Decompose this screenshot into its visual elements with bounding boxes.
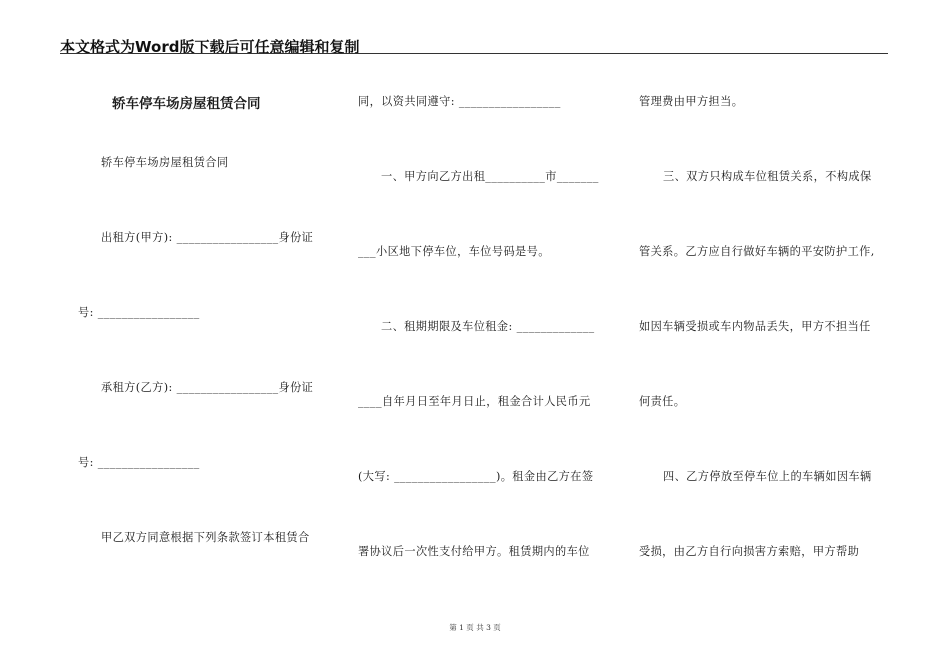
- col3-line-7: 受损，由乙方自行向损害方索赔，甲方帮助: [639, 545, 860, 558]
- col3-line-2: 三、双方只构成车位租赁关系，不构成保: [663, 170, 872, 183]
- header-divider: [60, 53, 888, 54]
- col3-line-3: 管关系。乙方应自行做好车辆的平安防护工作,: [639, 245, 875, 258]
- col2-line-4: 二、租期期限及车位租金: _____________: [381, 320, 595, 333]
- col1-line-6: 甲乙双方同意根据下列条款签订本租赁合: [101, 531, 310, 544]
- col2-line-2: 一、甲方向乙方出租__________市_______: [381, 170, 599, 183]
- document-title: 轿车停车场房屋租赁合同: [112, 96, 261, 112]
- col2-line-1: 同，以资共同遵守: _________________: [358, 95, 561, 108]
- col3-line-1: 管理费由甲方担当。: [639, 95, 744, 108]
- col2-line-7: 署协议后一次性支付给甲方。租赁期内的车位: [358, 545, 590, 558]
- col1-line-5: 号: _________________: [78, 456, 200, 469]
- col1-line-4: 承租方(乙方): _________________身份证: [101, 381, 314, 394]
- col2-line-5: ____自年月日至年月日止，租金合计人民币元: [358, 395, 591, 408]
- page-footer: 第 1 页 共 3 页: [449, 623, 501, 632]
- col3-line-6: 四、乙方停放至停车位上的车辆如因车辆: [663, 470, 872, 483]
- col2-line-6: (大写: _________________)。租金由乙方在签: [358, 470, 594, 483]
- col1-line-3: 号: _________________: [78, 306, 200, 319]
- col1-line-2: 出租方(甲方): _________________身份证: [101, 231, 314, 244]
- header-title: 本文格式为Word版下载后可任意编辑和复制: [60, 38, 360, 56]
- col3-line-5: 何责任。: [639, 395, 686, 408]
- col2-line-3: ___小区地下停车位，车位号码是号。: [358, 245, 550, 258]
- col3-line-4: 如因车辆受损或车内物品丢失，甲方不担当任: [639, 320, 871, 333]
- col1-line-1: 轿车停车场房屋租赁合同: [101, 156, 229, 169]
